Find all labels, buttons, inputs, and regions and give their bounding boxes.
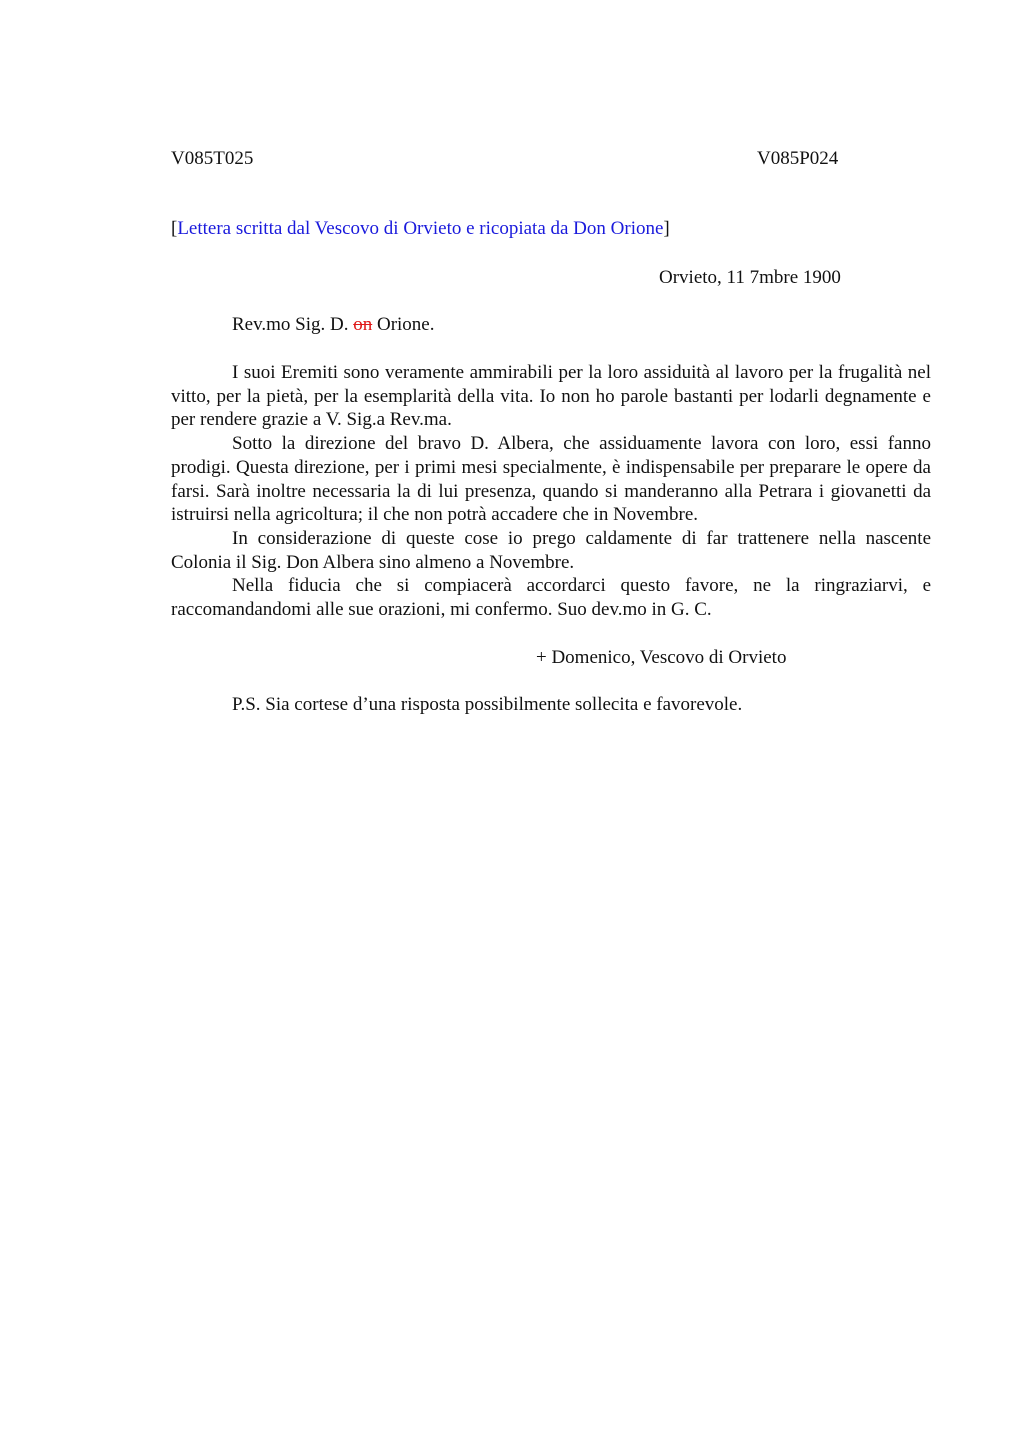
salutation-struck-text: on [353, 314, 373, 335]
document-title [171, 217, 670, 241]
paragraph-4: Nella fiducia che si compiacerà accordarci questo favore, ne la ringraziarvi, e raccomandandomi alle sue orazioni, mi confermo. Suo dev.mo in G. C. [171, 575, 931, 621]
header-left-code: V085T025 [171, 148, 254, 169]
salutation-before: Rev.mo Sig. D. [232, 314, 354, 335]
postscript: P.S. Sia cortese d’una risposta possibilmente sollecita e favorevole. [232, 694, 743, 715]
header-right-code: V085P024 [757, 148, 839, 169]
title-text: Lettera scritta dal Vescovo di Orvieto e ricopiata da Don Orione [177, 218, 664, 239]
paragraph-3: In considerazione di queste cose io prego caldamente di far trattenere nella nascente Colonia il Sig. Don Albera sino almeno a Novembre. [171, 527, 931, 573]
salutation-after: Orione. [372, 314, 435, 335]
paragraph-2: Sotto la direzione del bravo D. Albera, che assiduamente lavora con loro, essi fanno prodigi. Questa direzione, per i primi mesi specialmente, è indispensabile per preparare le opere da farsi. Sarà inoltre necessaria la di lui presenza, quando si manderanno alla Petrara i giovanetti da istruirsi nella agricoltura; il che non potrà accadere che in Novembre. [171, 433, 931, 526]
paragraph-1: I suoi Eremiti sono veramente ammirabili per la loro assiduità al lavoro per la frugalità nel vitto, per la pietà, per la esemplarità della vita. Io non ho parole bastanti per lodarli degnamente e per rendere grazie a V. Sig.a Rev.ma. [171, 362, 931, 431]
title-close-bracket: ] [663, 218, 670, 239]
signature: + Domenico, Vescovo di Orvieto [536, 647, 787, 668]
date-line: Orvieto, 11 7mbre 1900 [659, 267, 841, 288]
letter-body [171, 361, 931, 622]
salutation [232, 313, 434, 337]
title-open-bracket: [ [171, 218, 178, 239]
